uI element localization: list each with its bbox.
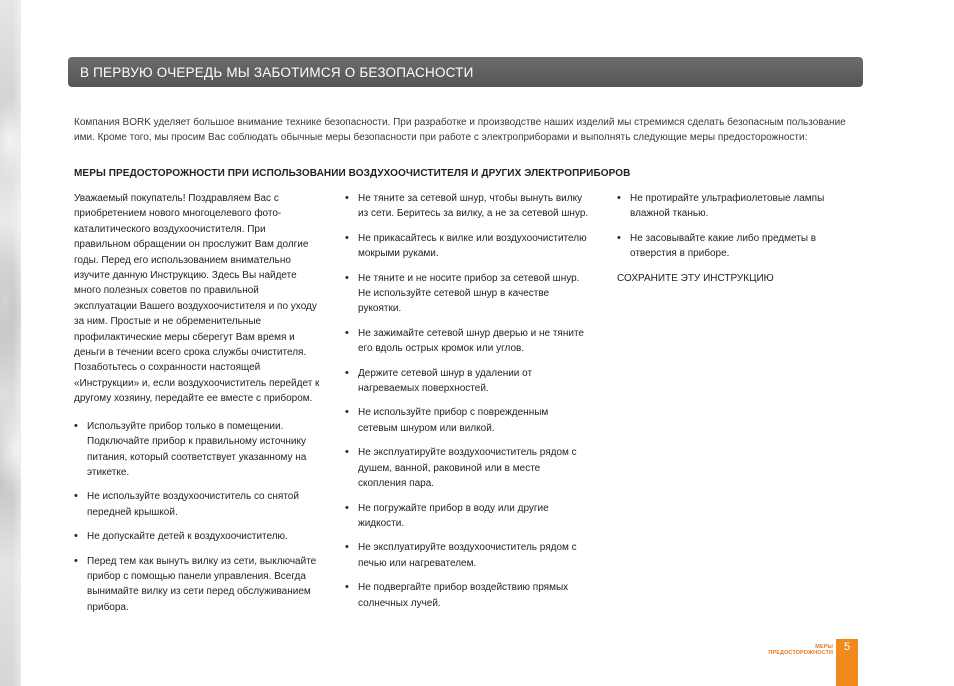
list-item: • Используйте прибор только в помещении. Подключайте прибор к правильному источнику питания, который соответствует указанному на этикетке. [74,419,307,478]
bullet-icon: • [345,406,349,419]
list-item: • Не подвергайте прибор воздействию прямых солнечных лучей. [345,581,569,609]
safety-list-2 [345,191,590,611]
bullet-icon: • [345,446,349,459]
side-decorative-image [0,0,21,686]
footer-section-label: МЕРЫ ПРЕДОСТОРОЖНОСТИ [768,644,833,656]
bullet-icon: • [617,231,621,244]
save-instructions-note: СОХРАНИТЕ ЭТУ ИНСТРУКЦИЮ [617,272,774,284]
bullet-icon: • [74,419,78,432]
list-item: • Не тяните за сетевой шнур, чтобы вынуть вилку из сети. Беритесь за вилку, а не за сетевой шнур. [345,192,589,220]
section-heading: МЕРЫ ПРЕДОСТОРОЖНОСТИ ПРИ ИСПОЛЬЗОВАНИИ ВОЗДУХООЧИСТИТЕЛЯ И ДРУГИХ ЭЛЕКТРОПРИБОРОВ [74,168,631,179]
bullet-icon: • [345,326,349,339]
bullet-icon: • [617,192,621,204]
list-item: • Не эксплуатируйте воздухоочиститель рядом с душем, ванной, раковиной или в месте скопления пара. [345,446,577,490]
bullet-icon: • [345,366,349,379]
page-title-bar [68,57,863,87]
page-number-value: 5 [843,641,851,653]
safety-list-1 [74,419,324,615]
page-title: В ПЕРВУЮ ОЧЕРЕДЬ МЫ ЗАБОТИМСЯ О БЕЗОПАСНОСТИ [80,64,474,80]
list-item: • Не зажимайте сетевой шнур дверью и не тяните его вдоль острых кромок или углов. [345,326,584,355]
list-item: • Не допускайте детей к воздухоочистителю. [74,529,324,544]
bullet-icon: • [345,231,349,244]
column-3 [617,191,857,286]
column-2 [345,191,590,620]
list-item: • Не используйте прибор с поврежденным сетевым шнуром или вилкой. [345,406,549,434]
bullet-icon: • [74,554,78,567]
list-item: • Перед тем как вынуть вилку из сети, выключайте прибор с помощью панели управления. Всегда вынимайте вилку из сети перед обслуживанием прибора. [74,554,317,613]
column-1 [74,191,324,624]
bullet-icon: • [345,192,349,204]
bullet-icon: • [74,490,78,503]
list-item: • Не погружайте прибор в воду или другие жидкости. [345,501,549,529]
bullet-icon: • [345,271,349,284]
bullet-icon: • [74,530,78,543]
bullet-icon: • [345,581,349,594]
list-item: • Не прикасайтесь к вилке или воздухоочистителю мокрыми руками. [345,231,587,260]
welcome-paragraph: Уважаемый покупатель! Поздравляем Вас с приобретением нового многоцелевого фото-каталитического воздухоочистителя. При правильном обращении он прослужит Вам долгие годы. Перед его использованием внимательно изучите данную Инструкцию. Здесь Вы найдете много полезных советов по правильной эксплуатации Вашего воздухоочистителя и по уходу за ним. Простые и не обременительные профилактические меры сберегут Вам время и деньги в течении всего срока службы очистителя. Позаботьтесь о сохранности настоящей «Инструкции» и, если воздухоочиститель перейдет к другому хозяину, передайте ее вместе с прибором. [74,193,320,405]
list-item: • Не протирайте ультрафиолетовые лампы влажной тканью. [617,192,825,220]
bullet-icon: • [345,541,349,554]
safety-list-3 [617,191,857,262]
list-item: • Не засовывайте какие либо предметы в отверстия в приборе. [617,231,817,260]
page-number [836,639,858,686]
intro-paragraph: Компания BORK уделяет большое внимание технике безопасности. При разработке и производстве наших изделий мы стремимся сделать безопасным пользование ими. Кроме того, мы просим Вас соблюдать обычные меры безопасности при работе с электроприборами и выполнять следующие меры предосторожности: [74,117,846,143]
bullet-icon: • [345,501,349,514]
list-item: • Держите сетевой шнур в удалении от нагреваемых поверхностей. [345,366,533,395]
list-item: • Не тяните и не носите прибор за сетевой шнур. Не используйте сетевой шнур в качестве рукоятки. [345,271,580,315]
list-item: • Не эксплуатируйте воздухоочиститель рядом с печью или нагревателем. [345,541,577,569]
list-item: • Не используйте воздухоочиститель со снятой передней крышкой. [74,490,299,518]
